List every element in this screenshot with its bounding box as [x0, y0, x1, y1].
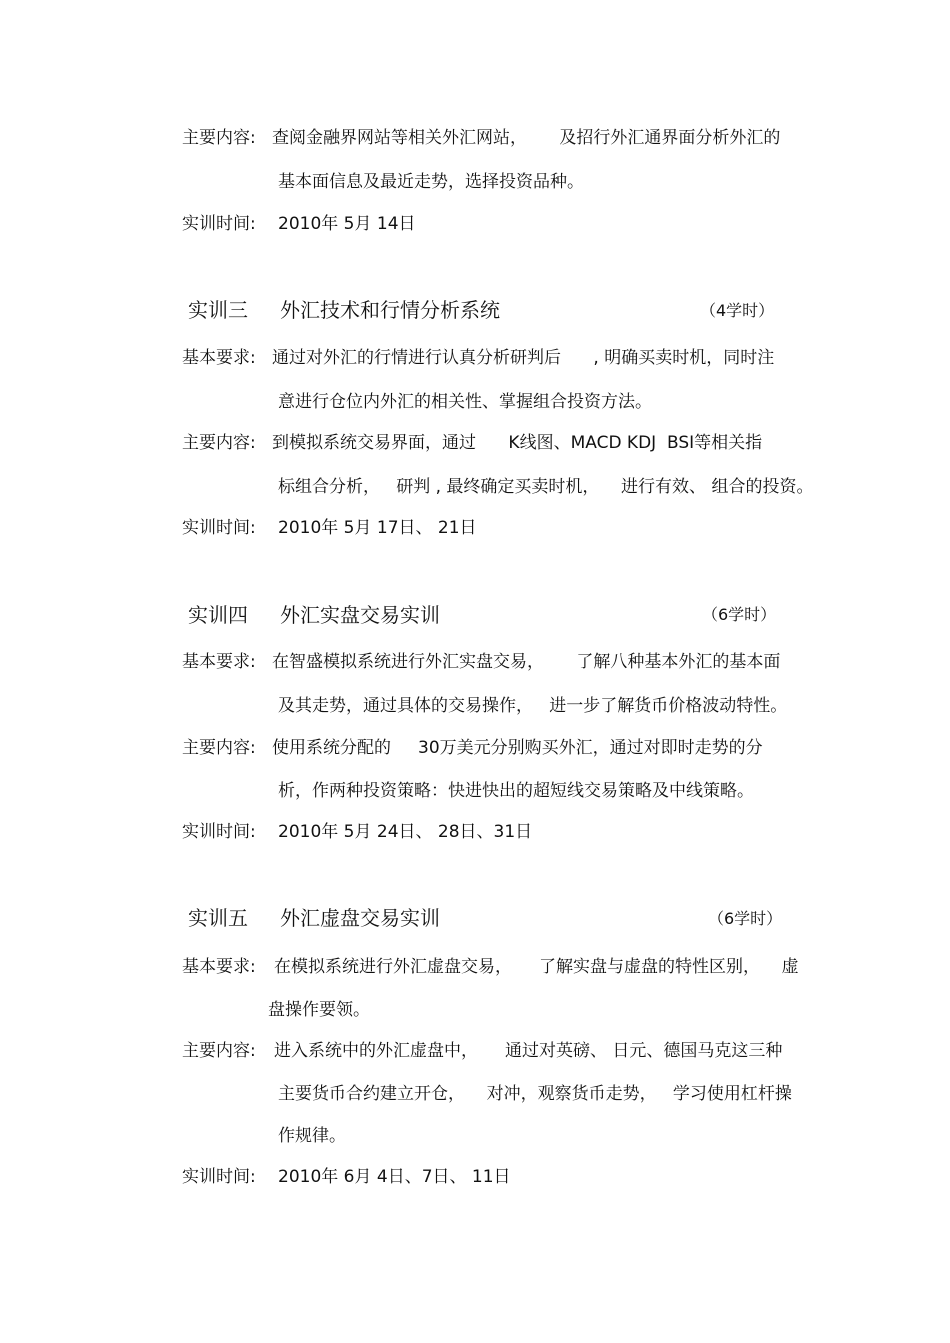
section3-number: 实训三	[188, 298, 248, 322]
section4-number: 实训四	[188, 603, 248, 627]
section3-content-line2: 标组合分析， 研判 , 最终确定买卖时机， 进行有效、 组合的投资。	[278, 477, 814, 497]
section5-req-line2: 盘操作要领。	[268, 1000, 370, 1020]
section5-content-line2: 主要货币合约建立开仓， 对冲，观察货币走势， 学习使用杠杆操	[278, 1084, 792, 1104]
section5-title: 外汇虚盘交易实训	[280, 906, 440, 930]
section4-content-line1: 使用系统分配的 30万美元分别购买外汇，通过对即时走势的分	[272, 738, 763, 758]
section4-content-label: 主要内容:	[182, 738, 256, 758]
section4-content-line2: 析，作两种投资策略：快进快出的超短线交易策略及中线策略。	[278, 781, 754, 801]
section3-time-label: 实训时间:	[182, 518, 256, 538]
section5-content-label: 主要内容:	[182, 1041, 256, 1061]
section5-time-label: 实训时间:	[182, 1167, 256, 1187]
section5-req-label: 基本要求:	[182, 957, 256, 977]
section3-content-line1: 到模拟系统交易界面，通过 K线图、MACD KDJ BSI等相关指	[272, 433, 763, 453]
section5-req-line1: 在模拟系统进行外汇虚盘交易， 了解实盘与虚盘的特性区别， 虚	[274, 957, 799, 977]
section3-time-value: 2010年 5月 17日、 21日	[278, 518, 477, 538]
section4-req-label: 基本要求:	[182, 652, 256, 672]
section4-title: 外汇实盘交易实训	[280, 603, 440, 627]
section5-content-line1: 进入系统中的外汇虚盘中， 通过对英磅、 日元、德国马克这三种	[274, 1041, 783, 1061]
section2-content-line2: 基本面信息及最近走势，选择投资品种。	[278, 172, 584, 192]
section3-hours: （4学时）	[700, 301, 775, 320]
section2-time-value: 2010年 5月 14日	[278, 214, 416, 234]
section3-req-line2: 意进行仓位内外汇的相关性、掌握组合投资方法。	[278, 392, 652, 412]
section5-number: 实训五	[188, 906, 248, 930]
section4-time-label: 实训时间:	[182, 822, 256, 842]
section3-req-line1: 通过对外汇的行情进行认真分析研判后 , 明确买卖时机，同时注	[272, 348, 775, 368]
section4-hours: （6学时）	[702, 605, 777, 624]
section4-time-value: 2010年 5月 24日、 28日、31日	[278, 822, 533, 842]
section2-time-label: 实训时间:	[182, 214, 256, 234]
section2-content-label: 主要内容:	[182, 128, 256, 148]
section3-title: 外汇技术和行情分析系统	[280, 298, 500, 322]
section4-req-line2: 及其走势，通过具体的交易操作， 进一步了解货币价格波动特性。	[278, 696, 788, 716]
section5-hours: （6学时）	[708, 909, 783, 928]
section4-req-line1: 在智盛模拟系统进行外汇实盘交易， 了解八种基本外汇的基本面	[272, 652, 781, 672]
section3-req-label: 基本要求:	[182, 348, 256, 368]
section2-content-line1: 查阅金融界网站等相关外汇网站， 及招行外汇通界面分析外汇的	[272, 128, 781, 148]
section5-time-value: 2010年 6月 4日、7日、 11日	[278, 1167, 511, 1187]
section5-content-line3: 作规律。	[278, 1126, 346, 1146]
section3-content-label: 主要内容:	[182, 433, 256, 453]
